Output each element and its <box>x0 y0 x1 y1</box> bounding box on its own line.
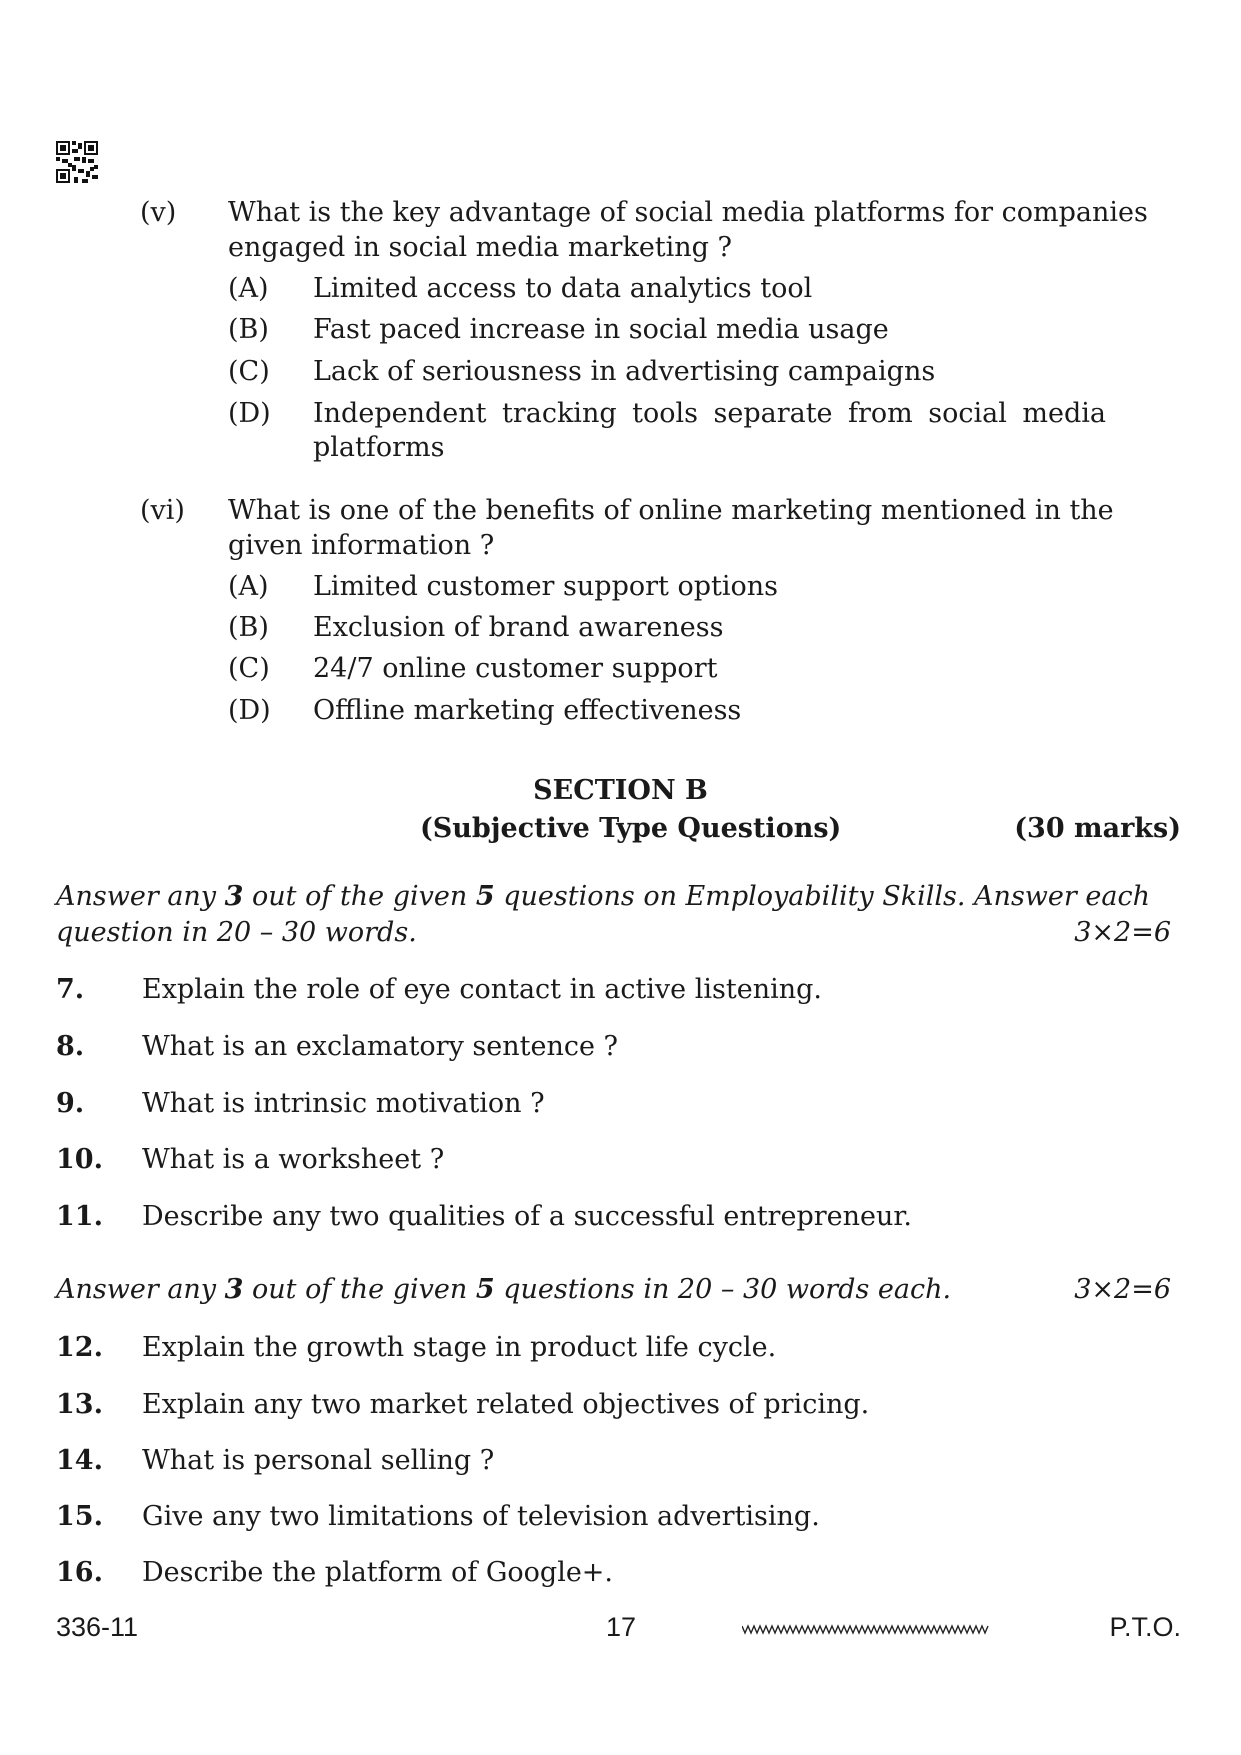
option-key: (A) <box>228 273 269 304</box>
option-key: (B) <box>228 612 269 643</box>
option-text: Lack of seriousness in advertising campaigns <box>313 356 936 387</box>
instruction-marks: 3×2=6 <box>1074 917 1171 948</box>
question-label: (vi) <box>140 495 185 526</box>
question-text: What is the key advantage of social media platforms for companies <box>228 197 1148 228</box>
instruction-text: questions in 20 – 30 words each. <box>494 1274 952 1305</box>
pto-label: P.T.O. <box>1109 1612 1181 1642</box>
question-number: 15. <box>56 1501 103 1532</box>
question-text: given information ? <box>228 530 495 561</box>
instruction-text: out of the given <box>243 881 476 912</box>
section-marks: (30 marks) <box>1014 813 1181 844</box>
option-text: Fast paced increase in social media usage <box>313 314 889 345</box>
question-number: 10. <box>56 1144 103 1175</box>
question-number: 9. <box>56 1088 85 1119</box>
instruction-marks: 3×2=6 <box>1074 1274 1171 1305</box>
question-text: Explain any two market related objectives of pricing. <box>142 1389 870 1420</box>
question-text: Describe any two qualities of a successful entrepreneur. <box>142 1201 912 1232</box>
wavy-line-icon <box>742 1622 990 1636</box>
instruction-line: question in 20 – 30 words. <box>56 917 417 948</box>
question-number: 13. <box>56 1389 103 1420</box>
section-title: SECTION B <box>533 775 708 806</box>
option-key: (C) <box>228 356 270 387</box>
question-label: (v) <box>140 197 177 228</box>
paper-code: 336-11 <box>56 1612 139 1642</box>
question-text: What is personal selling ? <box>142 1445 495 1476</box>
instruction-number: 3 <box>224 1274 244 1305</box>
option-text: Limited customer support options <box>313 571 778 602</box>
option-text: Independent tracking tools separate from social media <box>313 398 1106 429</box>
option-text: platforms <box>313 432 445 463</box>
question-number: 14. <box>56 1445 103 1476</box>
option-text: Exclusion of brand awareness <box>313 612 724 643</box>
question-text: What is intrinsic motivation ? <box>142 1088 545 1119</box>
option-key: (A) <box>228 571 269 602</box>
instruction-text: Answer any <box>56 1274 225 1305</box>
instruction-line <box>56 1274 951 1305</box>
option-text: 24/7 online customer support <box>313 653 718 684</box>
instruction-line <box>56 881 1150 912</box>
instruction-text: out of the given <box>243 1274 476 1305</box>
question-number: 11. <box>56 1201 103 1232</box>
option-text: Offline marketing effectiveness <box>313 695 742 726</box>
option-key: (D) <box>228 398 271 429</box>
page-number: 17 <box>606 1612 637 1642</box>
option-key: (B) <box>228 314 269 345</box>
instruction-number: 5 <box>475 1274 495 1305</box>
question-text: Explain the growth stage in product life cycle. <box>142 1332 777 1363</box>
instruction-text: questions on Employability Skills. Answer each <box>494 881 1150 912</box>
question-number: 7. <box>56 974 85 1005</box>
question-text: engaged in social media marketing ? <box>228 232 733 263</box>
qr-code-icon <box>56 141 98 183</box>
question-text: What is one of the benefits of online marketing mentioned in the <box>228 495 1114 526</box>
question-number: 12. <box>56 1332 103 1363</box>
question-number: 16. <box>56 1557 103 1588</box>
question-text: Give any two limitations of television advertising. <box>142 1501 820 1532</box>
option-text: Limited access to data analytics tool <box>313 273 813 304</box>
instruction-number: 3 <box>224 881 244 912</box>
question-text: What is a worksheet ? <box>142 1144 445 1175</box>
instruction-text: Answer any <box>56 881 225 912</box>
option-key: (D) <box>228 695 271 726</box>
question-number: 8. <box>56 1031 85 1062</box>
option-key: (C) <box>228 653 270 684</box>
question-text: Explain the role of eye contact in active listening. <box>142 974 822 1005</box>
section-subtitle: (Subjective Type Questions) <box>420 813 842 844</box>
instruction-number: 5 <box>475 881 495 912</box>
question-text: Describe the platform of Google+. <box>142 1557 614 1588</box>
question-text: What is an exclamatory sentence ? <box>142 1031 619 1062</box>
